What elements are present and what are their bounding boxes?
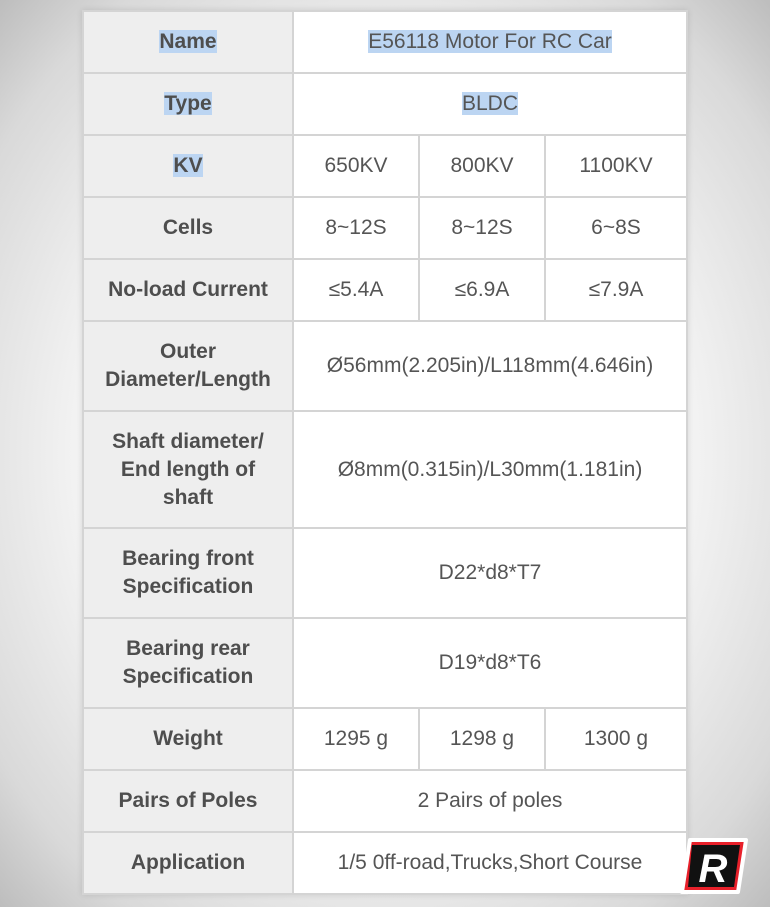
row-label-text: Name bbox=[159, 30, 217, 53]
row-value-name bbox=[293, 11, 687, 73]
row-label-bearing-front bbox=[83, 528, 293, 618]
row-label-text: KV bbox=[173, 154, 203, 177]
row-label-weight: Weight bbox=[83, 708, 293, 770]
outer-diameter-value: Ø56mm(2.205in)/L118mm(4.646in) bbox=[293, 321, 687, 411]
label-line: shaft bbox=[162, 485, 214, 509]
row-label-text: Type bbox=[164, 92, 212, 115]
cells-value-2: 8~12S bbox=[419, 197, 545, 259]
shaft-value: Ø8mm(0.315in)/L30mm(1.181in) bbox=[293, 411, 687, 528]
label-line: Specification bbox=[122, 665, 254, 688]
rc-car-news-logo-icon bbox=[680, 836, 754, 896]
application-value: 1/5 0ff-road,Trucks,Short Course bbox=[293, 832, 687, 894]
label-line: Shaft diameter/ bbox=[112, 429, 264, 453]
table-row-shaft bbox=[83, 411, 687, 528]
label-line: Specification bbox=[122, 575, 254, 598]
table-row-application bbox=[83, 832, 687, 894]
row-label-bearing-rear bbox=[83, 618, 293, 708]
motor-type-value: BLDC bbox=[461, 92, 519, 115]
cells-value-3: 6~8S bbox=[545, 197, 687, 259]
row-label-name bbox=[83, 11, 293, 73]
table-row-cells bbox=[83, 197, 687, 259]
table-row-pairs-of-poles bbox=[83, 770, 687, 832]
row-value-type bbox=[293, 73, 687, 135]
table-row-bearing-rear bbox=[83, 618, 687, 708]
cells-value-1: 8~12S bbox=[293, 197, 419, 259]
row-label-no-load-current: No-load Current bbox=[83, 259, 293, 321]
table-row-no-load-current bbox=[83, 259, 687, 321]
motor-name-value: E56118 Motor For RC Car bbox=[368, 30, 612, 53]
table-row-kv bbox=[83, 135, 687, 197]
table-row-outer-diameter bbox=[83, 321, 687, 411]
row-label-type bbox=[83, 73, 293, 135]
row-label-kv bbox=[83, 135, 293, 197]
pairs-of-poles-value: 2 Pairs of poles bbox=[293, 770, 687, 832]
weight-value-1: 1295 g bbox=[293, 708, 419, 770]
weight-value-3: 1300 g bbox=[545, 708, 687, 770]
row-label-cells: Cells bbox=[83, 197, 293, 259]
kv-value-3: 1100KV bbox=[545, 135, 687, 197]
row-label-pairs-of-poles: Pairs of Poles bbox=[83, 770, 293, 832]
table-row-type bbox=[83, 73, 687, 135]
kv-value-1: 650KV bbox=[293, 135, 419, 197]
table-row-bearing-front bbox=[83, 528, 687, 618]
label-line: Bearing rear bbox=[126, 637, 250, 660]
bearing-rear-value: D19*d8*T6 bbox=[293, 618, 687, 708]
current-value-1: ≤5.4A bbox=[293, 259, 419, 321]
table-row-weight bbox=[83, 708, 687, 770]
logo-letter: R bbox=[698, 847, 728, 891]
row-label-outer-diameter bbox=[83, 321, 293, 411]
bearing-front-value: D22*d8*T7 bbox=[293, 528, 687, 618]
current-value-3: ≤7.9A bbox=[545, 259, 687, 321]
table-row-name bbox=[83, 11, 687, 73]
label-line: End length of bbox=[120, 457, 256, 481]
label-line: Diameter/Length bbox=[105, 368, 271, 391]
kv-value-2: 800KV bbox=[419, 135, 545, 197]
label-line: Outer bbox=[159, 340, 216, 363]
current-value-2: ≤6.9A bbox=[419, 259, 545, 321]
label-line: Bearing front bbox=[122, 547, 254, 570]
motor-spec-table bbox=[82, 10, 688, 895]
row-label-application: Application bbox=[83, 832, 293, 894]
weight-value-2: 1298 g bbox=[419, 708, 545, 770]
row-label-shaft bbox=[83, 411, 293, 528]
